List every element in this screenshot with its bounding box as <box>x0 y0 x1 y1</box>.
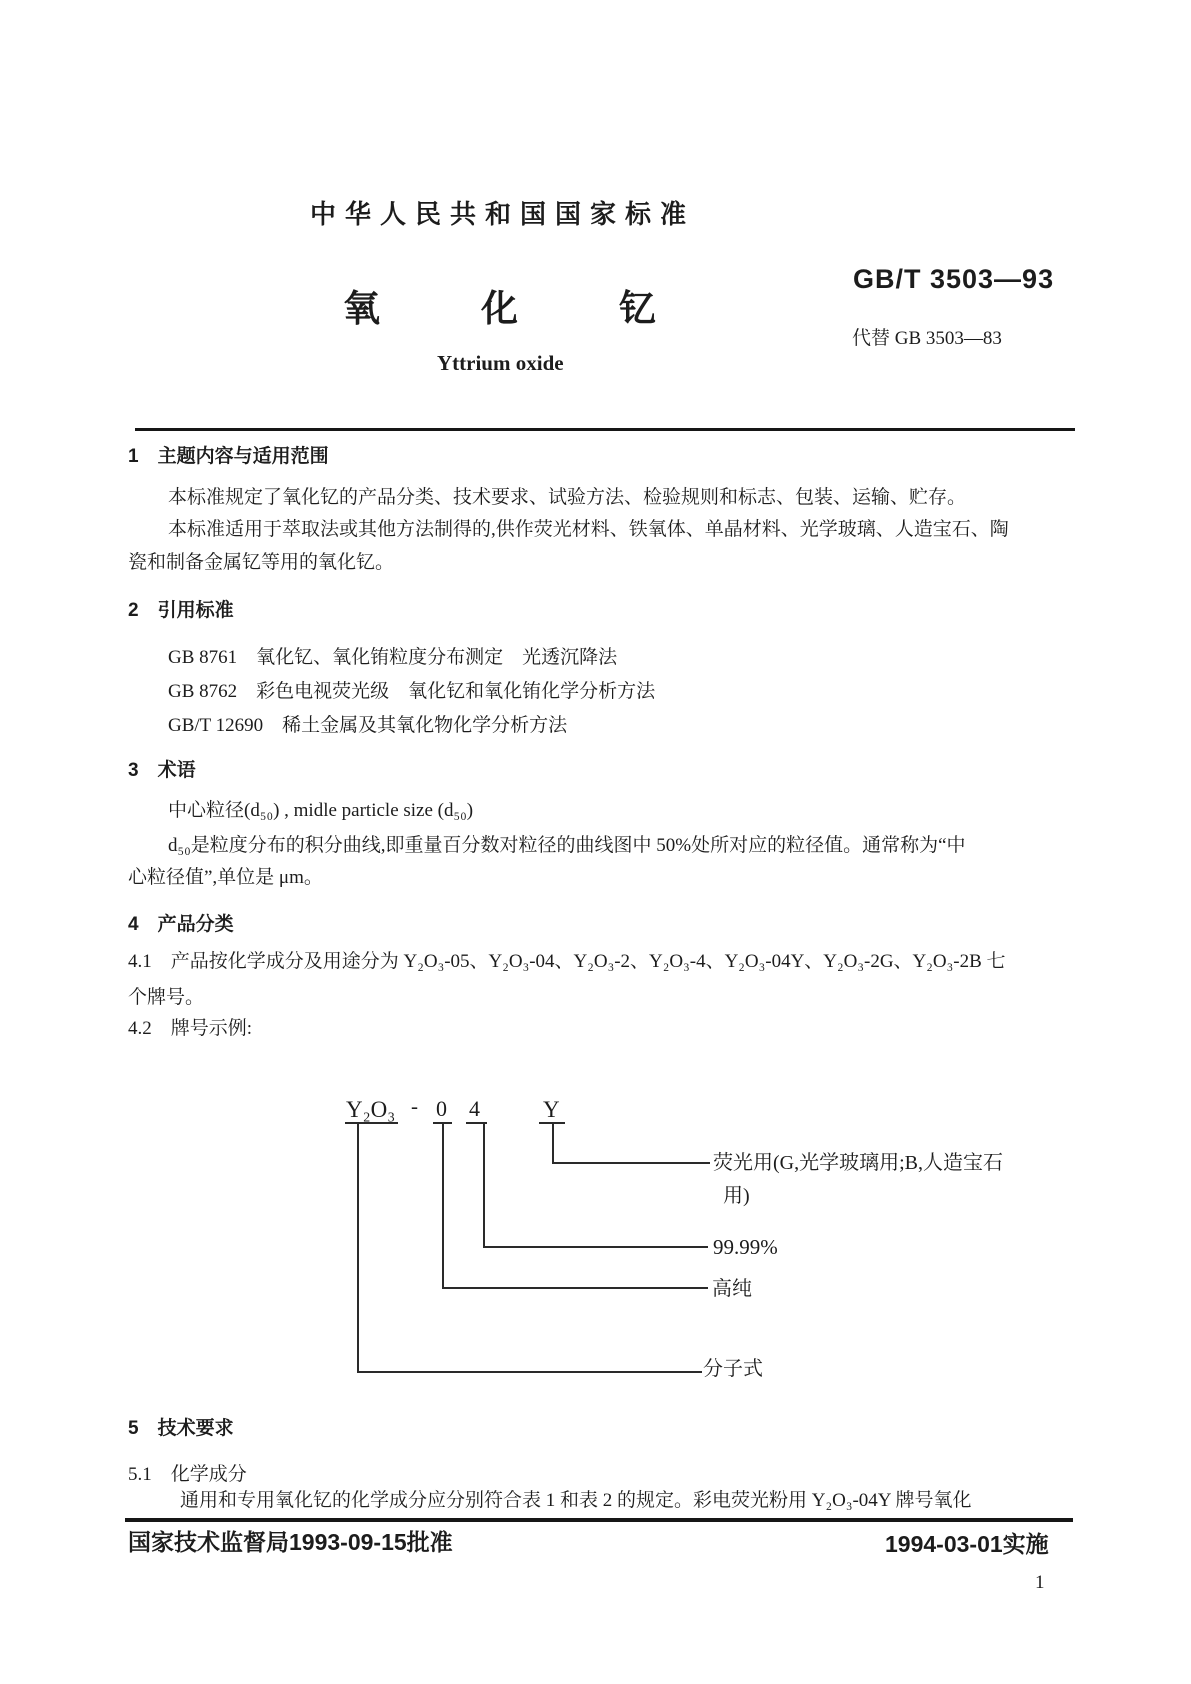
document-title-en: Yttrium oxide <box>437 351 564 375</box>
header-divider <box>135 428 1075 431</box>
reference-gbt-12690: GB/T 12690 稀土金属及其氧化物化学分析方法 <box>168 715 568 736</box>
footer-approved-by: 国家技术监督局1993-09-15批准 <box>128 1529 453 1555</box>
diagram-vline-suffix <box>552 1122 554 1164</box>
diagram-hline-base <box>357 1371 702 1373</box>
section-5-heading: 5 技术要求 <box>128 1418 234 1439</box>
label-suffix-line-1: 荧光用(G,光学玻璃用;B,人造宝石 <box>713 1152 1003 1174</box>
footer-divider <box>125 1518 1073 1522</box>
section-4-heading: 4 产品分类 <box>128 914 234 935</box>
standard-code: GB/T 3503—93 <box>853 264 1055 294</box>
label-purity: 99.99% <box>713 1235 778 1259</box>
term-definition-line-1: d₅₀是粒度分布的积分曲线,即重量百分数对粒径的曲线图中 50%处所对应的粒径值。通常称为“中 <box>168 835 966 856</box>
diagram-vline-digit-2 <box>483 1122 485 1248</box>
term-definition-title: 中心粒径(d₅₀) , midle particle size (d₅₀) <box>168 800 474 821</box>
label-high-purity: 高纯 <box>712 1278 752 1300</box>
formula-digit-2: 4 <box>469 1096 480 1121</box>
clause-5-1-line-1: 通用和专用氧化钇的化学成分应分别符合表 1 和表 2 的规定。彩电荧光粉用 Y₂O₃-04Y 牌号氧化 <box>180 1490 972 1511</box>
national-standard-label: 中华人民共和国国家标准 <box>310 199 696 229</box>
replaces-note: 代替 GB 3503—83 <box>852 328 1002 349</box>
clause-4-1-line-1: 4.1 产品按化学成分及用途分为 Y₂O₃-05、Y₂O₃-04、Y₂O₃-2、Y₂O₃-4、Y₂O₃-04Y、Y₂O₃-2G、Y₂O₃-2B 七 <box>128 951 1006 972</box>
label-suffix-line-2: 用) <box>723 1185 750 1207</box>
formula-base: Y₂O₃ <box>346 1097 396 1122</box>
section-3-heading: 3 术语 <box>128 760 196 781</box>
page-number: 1 <box>1035 1572 1045 1593</box>
document-title-cn: 氧化钇 <box>343 288 757 329</box>
formula-suffix: Y <box>543 1097 560 1122</box>
clause-5-1-heading: 5.1 化学成分 <box>128 1464 247 1485</box>
label-molecular-formula: 分子式 <box>703 1358 763 1380</box>
formula-digit-1: 0 <box>436 1096 447 1121</box>
section-2-heading: 2 引用标准 <box>128 600 234 621</box>
diagram-hline-suffix <box>552 1162 710 1164</box>
section-1-line-2: 本标准适用于萃取法或其他方法制得的,供作荧光材料、铁氧体、单晶材料、光学玻璃、人造宝石、陶 <box>168 519 1009 540</box>
formula-separator: - <box>411 1094 418 1118</box>
diagram-vline-base <box>357 1122 359 1373</box>
footer-implementation-date: 1994-03-01实施 <box>885 1531 1049 1557</box>
diagram-vline-digit-1 <box>442 1122 444 1289</box>
diagram-underline-base <box>345 1122 398 1124</box>
clause-4-1-line-2: 个牌号。 <box>128 987 205 1008</box>
reference-gb-8762: GB 8762 彩色电视荧光级 氧化钇和氧化铕化学分析方法 <box>168 681 656 702</box>
section-1-line-3: 瓷和制备金属钇等用的氧化钇。 <box>128 552 395 573</box>
term-definition-line-2: 心粒径值”,单位是 μm。 <box>128 867 323 888</box>
clause-4-2: 4.2 牌号示例: <box>128 1018 253 1039</box>
reference-gb-8761: GB 8761 氧化钇、氧化铕粒度分布测定 光透沉降法 <box>168 647 618 668</box>
section-1-line-1: 本标准规定了氧化钇的产品分类、技术要求、试验方法、检验规则和标志、包装、运输、贮存。 <box>168 487 967 508</box>
diagram-hline-digit-2 <box>483 1246 708 1248</box>
section-1-heading: 1 主题内容与适用范围 <box>128 446 329 467</box>
diagram-hline-digit-1 <box>442 1287 708 1289</box>
